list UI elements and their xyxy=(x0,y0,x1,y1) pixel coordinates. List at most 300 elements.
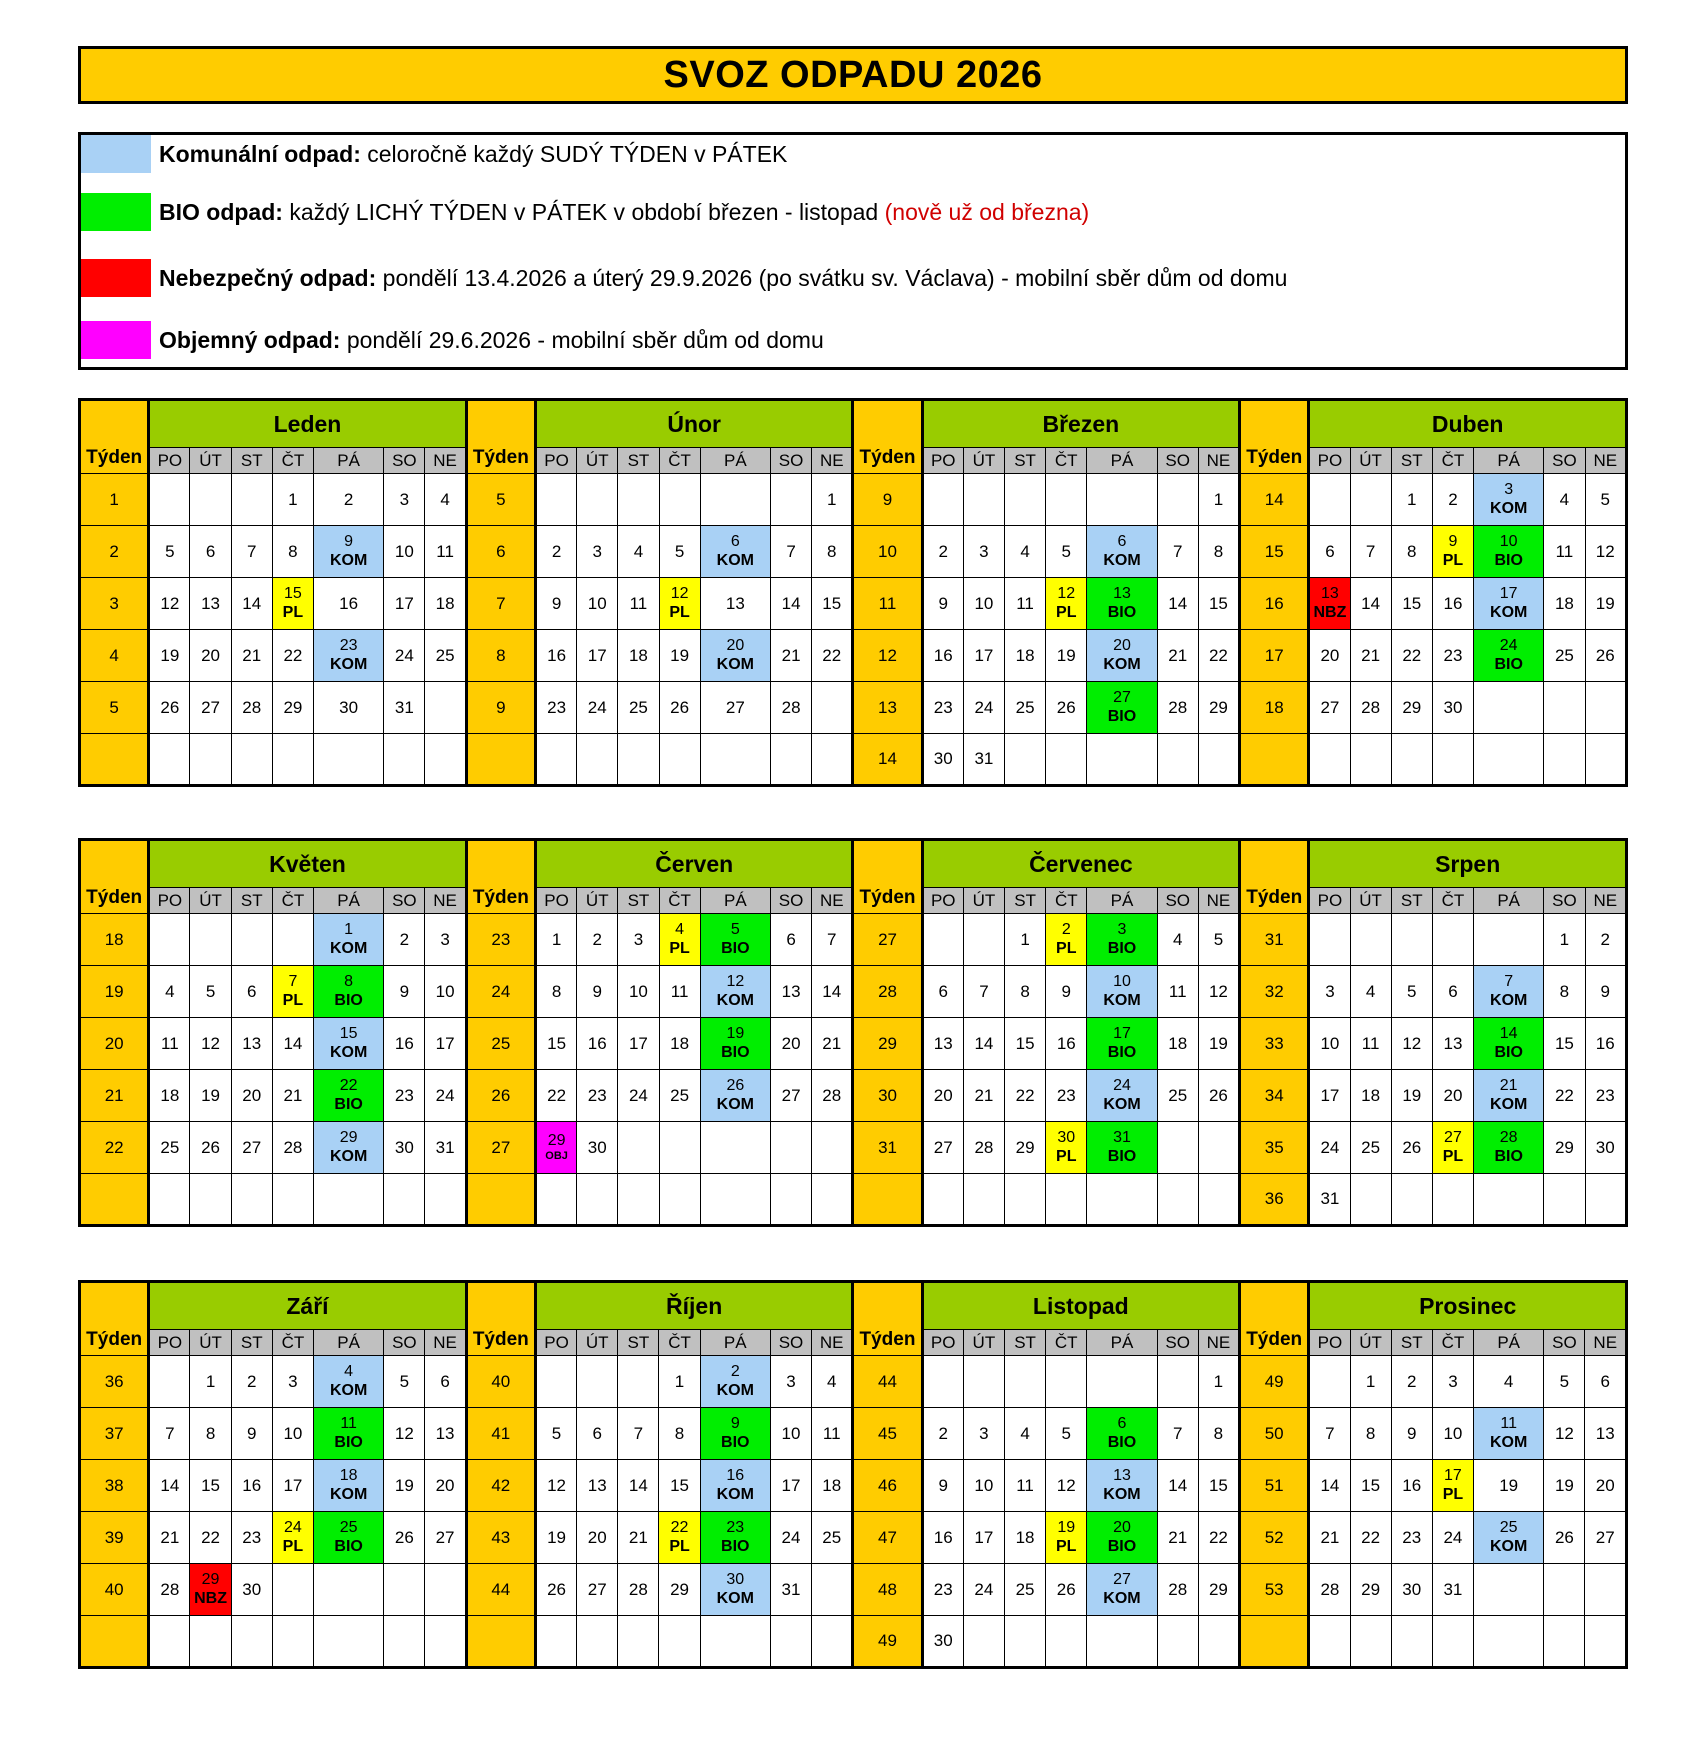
week-number: 44 xyxy=(466,1564,535,1616)
day-cell: 29 xyxy=(1544,1122,1585,1174)
day-cell: 5 xyxy=(659,526,700,578)
day-cell: 5 xyxy=(190,966,231,1018)
week-number: 49 xyxy=(1240,1356,1309,1408)
day-cell: 20 xyxy=(1309,630,1350,682)
day-cell: 12 xyxy=(1585,526,1627,578)
week-row xyxy=(80,682,1627,734)
day-cell: 4 xyxy=(1544,474,1585,526)
legend-text: Nebezpečný odpad: pondělí 13.4.2026 a úterý 29.9.2026 (po svátku sv. Václava) - mobilní sběr dům od domu xyxy=(159,264,1288,291)
day-cell-kom xyxy=(700,630,770,682)
day-cell xyxy=(425,734,466,786)
day-number: 12 xyxy=(1057,585,1076,603)
waste-tag: BIO xyxy=(334,1433,363,1451)
day-cell xyxy=(618,474,659,526)
day-cell: 28 xyxy=(272,1122,313,1174)
day-cell: 9 xyxy=(1391,1408,1432,1460)
day-cell: 15 xyxy=(1350,1460,1391,1512)
day-cell: 16 xyxy=(536,630,577,682)
week-number: 9 xyxy=(853,474,922,526)
day-cell-bio xyxy=(1474,1018,1544,1070)
week-number: 22 xyxy=(80,1122,149,1174)
waste-tag: OBJ xyxy=(545,1150,568,1163)
day-cell xyxy=(1087,1616,1157,1668)
waste-tag: KOM xyxy=(329,939,368,957)
day-cell: 26 xyxy=(149,682,190,734)
waste-tag: BIO xyxy=(1494,655,1523,673)
day-cell-kom xyxy=(700,1460,770,1512)
day-cell: 22 xyxy=(1005,1070,1046,1122)
day-name: NE xyxy=(1198,888,1239,914)
week-number: 26 xyxy=(466,1070,535,1122)
waste-tag: KOM xyxy=(329,1381,368,1399)
day-name: ST xyxy=(618,448,659,474)
week-number: 48 xyxy=(853,1564,922,1616)
waste-tag: BIO xyxy=(1107,1043,1137,1061)
day-cell: 10 xyxy=(272,1408,313,1460)
day-cell: 17 xyxy=(1309,1070,1350,1122)
day-cell: 30 xyxy=(231,1564,272,1616)
day-name: ST xyxy=(1005,888,1046,914)
calendar-block-2 xyxy=(78,838,1628,1227)
day-cell: 21 xyxy=(963,1070,1004,1122)
week-number: 30 xyxy=(853,1070,922,1122)
waste-tag: KOM xyxy=(1490,991,1528,1009)
day-number: 6 xyxy=(730,533,740,551)
day-cell xyxy=(1585,682,1627,734)
waste-tag: KOM xyxy=(1490,499,1528,517)
waste-tag: PL xyxy=(1442,551,1464,569)
day-number: 23 xyxy=(339,637,358,655)
day-cell: 16 xyxy=(231,1460,272,1512)
week-number: 36 xyxy=(80,1356,149,1408)
day-cell-kom xyxy=(1474,578,1544,630)
day-cell xyxy=(272,1616,313,1668)
day-cell: 25 xyxy=(425,630,466,682)
day-cell-kom xyxy=(1087,1460,1157,1512)
day-cell: 23 xyxy=(1585,1070,1627,1122)
day-cell: 11 xyxy=(1350,1018,1391,1070)
day-number: 20 xyxy=(726,637,745,655)
day-cell: 5 xyxy=(149,526,190,578)
day-cell-bio xyxy=(1087,1018,1157,1070)
week-number: 6 xyxy=(466,526,535,578)
day-cell-pl xyxy=(272,966,313,1018)
calendar-table xyxy=(78,1280,1628,1669)
week-number: 27 xyxy=(853,914,922,966)
legend xyxy=(78,132,1628,370)
day-cell: 1 xyxy=(1391,474,1432,526)
day-name: NE xyxy=(812,1330,853,1356)
week-number: 31 xyxy=(853,1122,922,1174)
week-number: 18 xyxy=(1240,682,1309,734)
day-cell xyxy=(1474,1564,1544,1616)
day-name: NE xyxy=(425,448,466,474)
day-cell: 6 xyxy=(1309,526,1350,578)
day-cell: 15 xyxy=(659,1460,700,1512)
waste-tag: KOM xyxy=(716,1381,754,1399)
month-name: Červen xyxy=(536,840,853,888)
week-number: 3 xyxy=(80,578,149,630)
day-name: ČT xyxy=(659,1330,700,1356)
day-name: PÁ xyxy=(1474,448,1544,474)
day-cell: 1 xyxy=(659,1356,700,1408)
day-cell-pl xyxy=(659,578,700,630)
day-cell: 25 xyxy=(812,1512,853,1564)
waste-tag: KOM xyxy=(1490,1095,1528,1113)
day-cell: 6 xyxy=(577,1408,618,1460)
day-number: 2 xyxy=(1061,921,1071,939)
week-row xyxy=(80,474,1627,526)
waste-tag: NBZ xyxy=(1313,603,1347,621)
day-cell: 16 xyxy=(577,1018,618,1070)
day-cell: 28 xyxy=(1157,1564,1198,1616)
week-row xyxy=(80,734,1627,786)
day-cell: 28 xyxy=(770,682,811,734)
day-name: ČT xyxy=(272,448,313,474)
day-cell: 11 xyxy=(149,1018,190,1070)
week-number: 52 xyxy=(1240,1512,1309,1564)
day-cell xyxy=(1157,734,1198,786)
day-cell xyxy=(659,1122,700,1174)
day-cell xyxy=(700,1174,770,1226)
waste-tag: KOM xyxy=(329,655,368,673)
day-cell: 29 xyxy=(1391,682,1432,734)
day-cell: 26 xyxy=(1046,1564,1087,1616)
day-cell: 28 xyxy=(963,1122,1004,1174)
week-row xyxy=(80,1356,1627,1408)
day-cell xyxy=(1585,1564,1627,1616)
day-cell xyxy=(1087,474,1157,526)
calendar-block-1 xyxy=(78,398,1628,787)
day-name: ST xyxy=(1391,1330,1432,1356)
day-cell-kom xyxy=(1087,1070,1157,1122)
day-cell: 16 xyxy=(922,630,963,682)
day-number: 13 xyxy=(1321,585,1339,603)
day-cell: 7 xyxy=(963,966,1004,1018)
week-number: 13 xyxy=(853,682,922,734)
day-name: PO xyxy=(1309,1330,1350,1356)
day-cell: 29 xyxy=(272,682,313,734)
day-cell: 31 xyxy=(1309,1174,1350,1226)
day-cell: 22 xyxy=(190,1512,231,1564)
day-cell: 14 xyxy=(231,578,272,630)
day-cell xyxy=(1432,914,1473,966)
week-number: 29 xyxy=(853,1018,922,1070)
day-cell: 21 xyxy=(618,1512,659,1564)
day-cell xyxy=(535,1616,576,1668)
day-cell: 26 xyxy=(1585,630,1627,682)
day-cell: 8 xyxy=(190,1408,231,1460)
day-cell: 26 xyxy=(1544,1512,1585,1564)
day-name: ÚT xyxy=(963,1330,1004,1356)
day-cell xyxy=(812,1122,853,1174)
day-name: SO xyxy=(1157,448,1198,474)
day-name: SO xyxy=(384,888,425,914)
day-cell: 8 xyxy=(536,966,577,1018)
day-cell-bio xyxy=(313,1512,383,1564)
waste-tag: BIO xyxy=(721,939,750,957)
day-name: PÁ xyxy=(700,1330,770,1356)
day-cell: 30 xyxy=(384,1122,425,1174)
waste-tag: KOM xyxy=(1103,1589,1141,1607)
day-name: PO xyxy=(149,448,190,474)
day-cell: 26 xyxy=(1198,1070,1239,1122)
day-cell: 9 xyxy=(922,1460,963,1512)
week-number: 46 xyxy=(853,1460,922,1512)
day-cell: 8 xyxy=(659,1408,700,1460)
day-cell: 27 xyxy=(425,1512,466,1564)
day-cell xyxy=(659,734,700,786)
waste-tag: PL xyxy=(1056,603,1077,621)
day-cell: 15 xyxy=(1005,1018,1046,1070)
day-name: PO xyxy=(922,1330,963,1356)
day-cell: 1 xyxy=(190,1356,231,1408)
day-cell: 23 xyxy=(536,682,577,734)
day-number: 27 xyxy=(1113,1571,1131,1589)
day-cell-bio xyxy=(1474,526,1544,578)
day-cell: 17 xyxy=(577,630,618,682)
day-cell: 18 xyxy=(1350,1070,1391,1122)
waste-tag: PL xyxy=(1056,1537,1077,1555)
day-cell: 24 xyxy=(618,1070,659,1122)
day-cell: 22 xyxy=(536,1070,577,1122)
day-cell: 27 xyxy=(770,1070,811,1122)
waste-tag: BIO xyxy=(334,1095,363,1113)
month-name: Srpen xyxy=(1309,840,1627,888)
day-name: PÁ xyxy=(1087,448,1157,474)
day-name: PÁ xyxy=(313,448,383,474)
day-name: SO xyxy=(770,888,811,914)
day-cell: 11 xyxy=(1544,526,1585,578)
day-cell: 20 xyxy=(922,1070,963,1122)
day-cell: 10 xyxy=(770,1408,811,1460)
day-cell: 22 xyxy=(1350,1512,1391,1564)
day-cell: 30 xyxy=(1432,682,1473,734)
day-name: PO xyxy=(922,448,963,474)
day-cell: 27 xyxy=(577,1564,618,1616)
day-cell-pl xyxy=(1432,1122,1473,1174)
day-cell: 12 xyxy=(535,1460,576,1512)
day-cell xyxy=(1350,1616,1391,1668)
waste-tag: KOM xyxy=(329,1147,368,1165)
day-cell xyxy=(963,914,1004,966)
day-cell xyxy=(231,914,272,966)
day-cell: 13 xyxy=(1585,1408,1627,1460)
day-cell: 16 xyxy=(1391,1460,1432,1512)
week-number: 41 xyxy=(466,1408,535,1460)
day-cell: 2 xyxy=(922,526,963,578)
day-cell: 15 xyxy=(812,578,853,630)
day-cell xyxy=(1046,1174,1087,1226)
day-cell: 3 xyxy=(963,526,1004,578)
day-cell xyxy=(149,734,190,786)
day-cell xyxy=(1474,914,1544,966)
day-cell xyxy=(384,1174,425,1226)
day-cell: 3 xyxy=(770,1356,811,1408)
day-cell xyxy=(272,1174,313,1226)
day-cell: 21 xyxy=(770,630,811,682)
day-cell: 7 xyxy=(231,526,272,578)
day-number: 30 xyxy=(1057,1129,1076,1147)
day-cell xyxy=(231,1174,272,1226)
day-cell: 31 xyxy=(963,734,1004,786)
day-cell xyxy=(1544,1174,1585,1226)
day-cell: 21 xyxy=(1309,1512,1350,1564)
day-cell: 17 xyxy=(425,1018,466,1070)
day-cell: 19 xyxy=(1046,630,1087,682)
waste-tag: KOM xyxy=(329,1043,368,1061)
day-cell: 25 xyxy=(1544,630,1585,682)
day-cell xyxy=(963,1174,1004,1226)
day-cell-bio xyxy=(313,1408,383,1460)
day-name: ČT xyxy=(1432,448,1473,474)
day-cell xyxy=(922,474,963,526)
day-cell: 6 xyxy=(922,966,963,1018)
day-cell xyxy=(536,474,577,526)
day-cell xyxy=(1432,1616,1473,1668)
day-number: 22 xyxy=(339,1077,358,1095)
day-cell: 26 xyxy=(1046,682,1087,734)
day-cell: 11 xyxy=(425,526,466,578)
day-cell xyxy=(577,474,618,526)
day-number: 11 xyxy=(1500,1415,1517,1433)
day-cell xyxy=(922,1356,963,1408)
waste-tag: PL xyxy=(1442,1147,1464,1165)
day-cell: 24 xyxy=(1309,1122,1350,1174)
waste-tag: PL xyxy=(1056,939,1077,957)
day-cell xyxy=(231,1616,272,1668)
day-cell: 9 xyxy=(922,578,963,630)
day-cell: 28 xyxy=(1350,682,1391,734)
week-row xyxy=(80,1408,1627,1460)
day-cell: 27 xyxy=(190,682,231,734)
day-cell: 3 xyxy=(384,474,425,526)
day-cell: 31 xyxy=(384,682,425,734)
day-cell xyxy=(1544,1616,1585,1668)
day-cell-bio xyxy=(1087,914,1157,966)
title-bar xyxy=(78,46,1628,104)
day-cell: 27 xyxy=(700,682,770,734)
day-cell: 17 xyxy=(770,1460,811,1512)
day-cell xyxy=(700,734,770,786)
day-cell xyxy=(149,914,190,966)
day-cell: 7 xyxy=(618,1408,659,1460)
week-number: 10 xyxy=(853,526,922,578)
day-cell: 4 xyxy=(1004,1408,1045,1460)
day-cell: 15 xyxy=(536,1018,577,1070)
day-cell: 16 xyxy=(384,1018,425,1070)
waste-tag: KOM xyxy=(1103,655,1141,673)
waste-tag: KOM xyxy=(1490,1537,1528,1555)
day-cell xyxy=(1432,1174,1473,1226)
day-cell: 3 xyxy=(577,526,618,578)
day-number: 7 xyxy=(1504,973,1514,991)
waste-tag: PL xyxy=(282,991,304,1009)
day-cell xyxy=(1350,914,1391,966)
day-cell: 13 xyxy=(1432,1018,1473,1070)
day-cell: 21 xyxy=(231,630,272,682)
day-name: PÁ xyxy=(313,1330,383,1356)
waste-tag: BIO xyxy=(1107,603,1137,621)
day-name: PO xyxy=(536,888,577,914)
day-name: PO xyxy=(536,448,577,474)
day-cell: 10 xyxy=(1432,1408,1473,1460)
day-cell xyxy=(272,914,313,966)
day-cell: 15 xyxy=(1544,1018,1585,1070)
day-name: PO xyxy=(149,1330,190,1356)
day-cell xyxy=(1474,682,1544,734)
day-cell: 28 xyxy=(1157,682,1198,734)
day-number: 29 xyxy=(201,1571,220,1589)
day-cell: 31 xyxy=(1432,1564,1473,1616)
day-name: PO xyxy=(922,888,963,914)
day-cell: 7 xyxy=(812,914,853,966)
day-cell-kom xyxy=(313,526,383,578)
day-cell: 14 xyxy=(618,1460,659,1512)
day-cell-kom xyxy=(313,630,383,682)
day-cell xyxy=(1157,474,1198,526)
day-cell: 2 xyxy=(231,1356,272,1408)
day-cell-kom xyxy=(1087,1564,1157,1616)
day-cell: 20 xyxy=(190,630,231,682)
day-cell: 14 xyxy=(812,966,853,1018)
day-cell: 5 xyxy=(1198,914,1239,966)
week-number: 20 xyxy=(80,1018,149,1070)
day-cell: 21 xyxy=(1157,1512,1198,1564)
day-cell xyxy=(1198,1122,1239,1174)
day-number: 24 xyxy=(284,1519,302,1537)
day-cell: 10 xyxy=(963,578,1004,630)
day-cell: 22 xyxy=(812,630,853,682)
day-name: ČT xyxy=(1432,888,1473,914)
day-cell: 6 xyxy=(190,526,231,578)
day-cell: 11 xyxy=(659,966,700,1018)
day-cell: 6 xyxy=(425,1356,466,1408)
day-cell: 17 xyxy=(384,578,425,630)
day-cell: 27 xyxy=(1309,682,1350,734)
month-name: Únor xyxy=(536,400,853,448)
day-cell: 25 xyxy=(149,1122,190,1174)
day-cell: 22 xyxy=(1198,630,1239,682)
month-name: Prosinec xyxy=(1309,1282,1627,1330)
week-number: 12 xyxy=(853,630,922,682)
day-cell: 11 xyxy=(618,578,659,630)
day-cell: 5 xyxy=(1046,1408,1087,1460)
waste-tag: BIO xyxy=(1494,551,1523,569)
week-number xyxy=(80,1174,149,1226)
day-cell xyxy=(922,1174,963,1226)
week-header: Týden xyxy=(1240,1282,1309,1356)
day-name: ST xyxy=(1004,448,1045,474)
week-row xyxy=(80,1616,1627,1668)
week-number: 14 xyxy=(1240,474,1309,526)
day-number: 12 xyxy=(670,585,689,603)
day-cell xyxy=(1157,1122,1198,1174)
week-header: Týden xyxy=(466,840,535,914)
day-cell: 17 xyxy=(272,1460,313,1512)
day-cell: 7 xyxy=(770,526,811,578)
day-cell-pl xyxy=(659,914,700,966)
day-cell: 9 xyxy=(1585,966,1627,1018)
day-number: 24 xyxy=(1113,1077,1131,1095)
day-cell-kom xyxy=(1474,1512,1544,1564)
day-cell xyxy=(922,914,963,966)
day-cell xyxy=(1432,734,1473,786)
day-number: 1 xyxy=(344,921,354,939)
day-cell xyxy=(272,1564,313,1616)
day-cell xyxy=(313,1564,383,1616)
day-cell: 30 xyxy=(313,682,383,734)
